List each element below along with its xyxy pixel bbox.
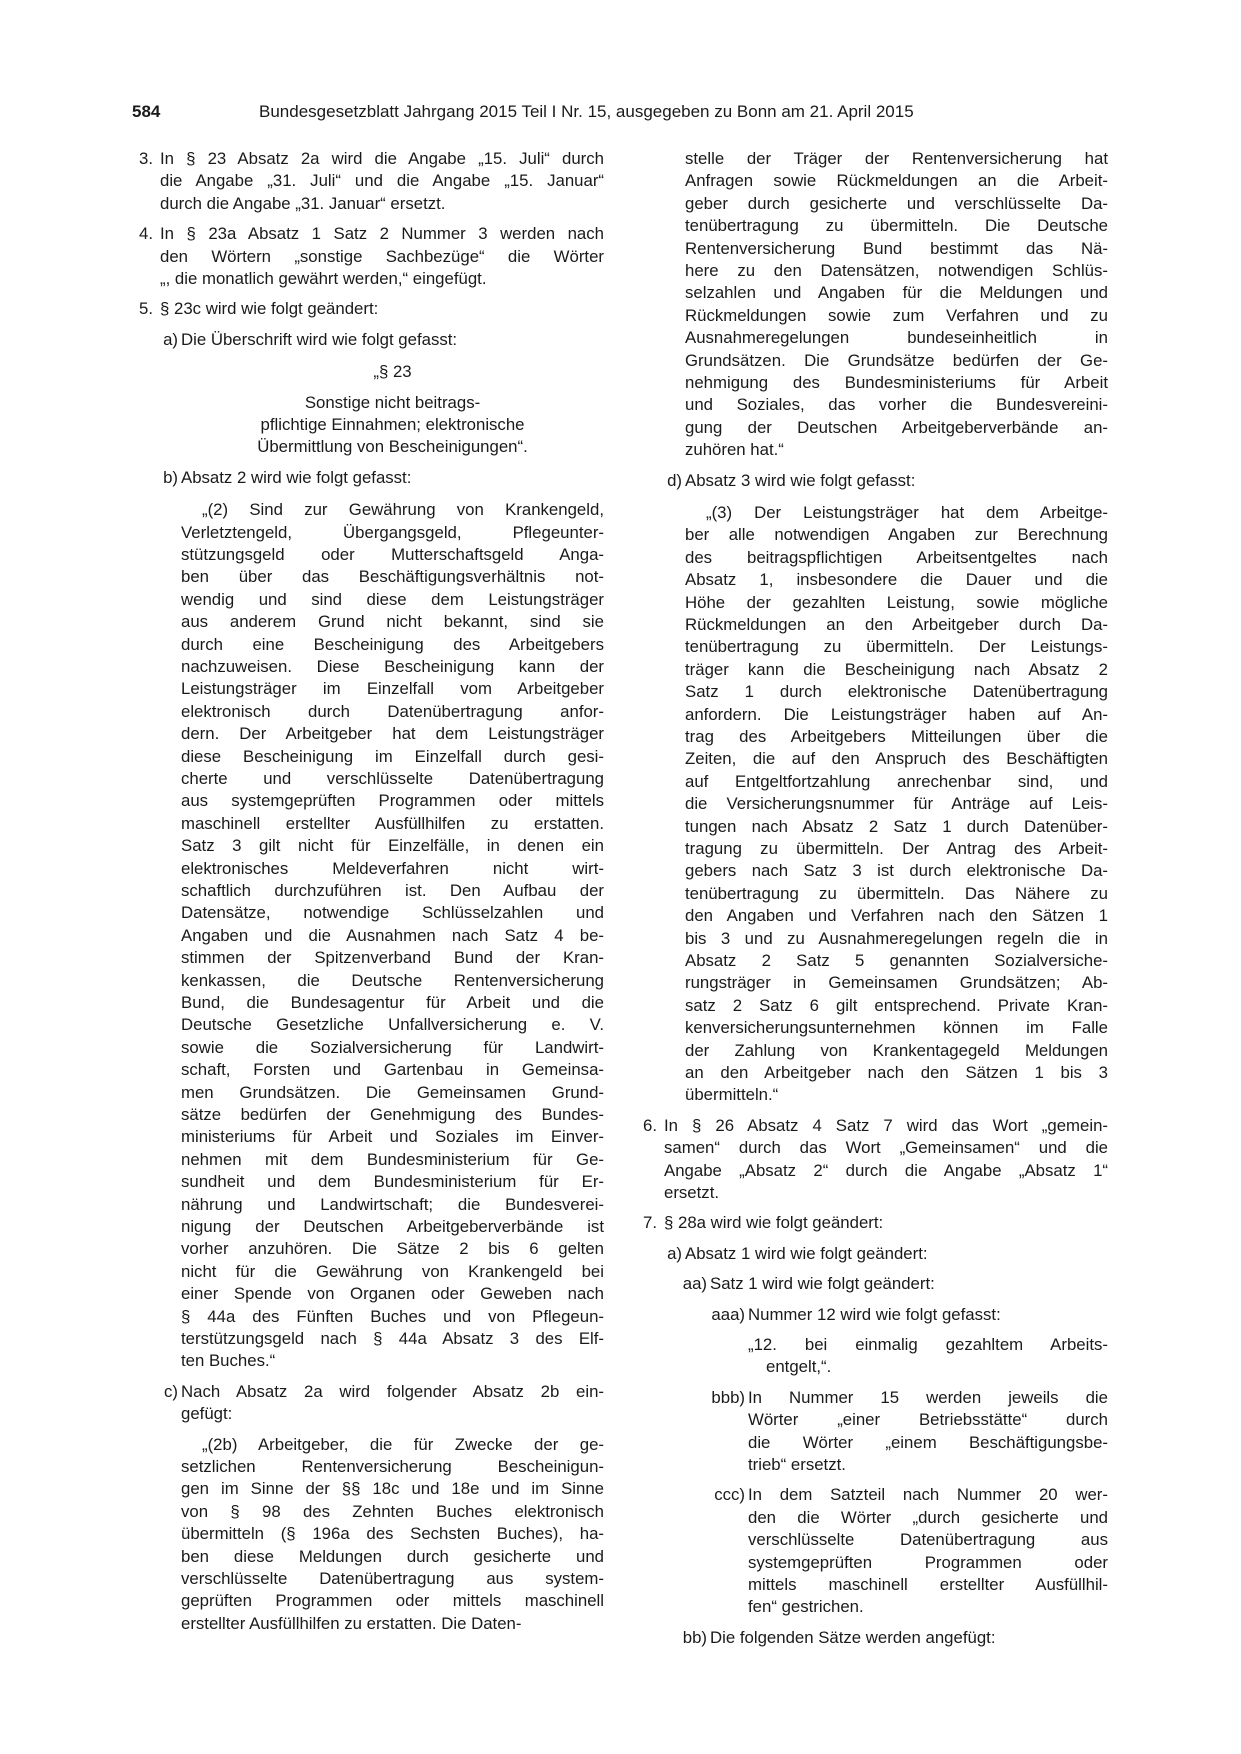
text-line: Anfragen sowie Rückmeldungen an die Arbeit- (685, 171, 1108, 191)
text-line: sundheit und dem Bundesministerium für Er- (181, 1172, 604, 1192)
text-line: auf Entgeltfortzahlung anrechenbar sind, und (685, 771, 1108, 791)
text-line: den Wörtern „sonstige Sachbezüge“ die Wörter (160, 246, 604, 266)
text-line: Ausnahmeregelungen bundeseinheitlich in (685, 328, 1108, 348)
text-line: cherte und verschlüsselte Datenübertragung (181, 769, 604, 788)
text-line: Satz 1 durch elektronische Datenübertragung (685, 682, 1108, 702)
text-line: Übermittlung von Bescheinigungen“. (257, 437, 528, 457)
text-line: bis 3 und zu Ausnahmeregelungen regeln die in (685, 928, 1108, 948)
text-line: verschlüsselte Datenübertragung aus system- (181, 1569, 604, 1588)
text-line: sowie die Sozialversicherung für Landwirt- (181, 1037, 604, 1057)
text-line: schaftlich durchzuführen ist. Den Aufbau der (181, 881, 604, 900)
item-label: a) (163, 329, 178, 349)
text-line: nachzuweisen. Diese Bescheinigung kann der (181, 657, 604, 676)
text-line: ten Buches.“ (181, 1351, 276, 1371)
text-line: In § 26 Absatz 4 Satz 7 wird das Wort „gemein- (664, 1115, 1108, 1135)
text-line: aus anderem Grund nicht bekannt, sind sie (181, 612, 604, 632)
item-label: d) (667, 470, 682, 490)
item-label: 3. (139, 149, 153, 168)
text-line: diese Bescheinigung im Einzelfall durch gesi- (181, 746, 604, 766)
text-line: entgelt,“. (766, 1357, 832, 1377)
text-line: die Wörter „einem Beschäftigungsbe- (748, 1432, 1108, 1452)
item-label: ccc) (714, 1485, 745, 1505)
text-line: terstützungsgeld nach § 44a Absatz 3 des Elf- (181, 1329, 604, 1348)
text-line: elektronisches Meldeverfahren nicht wirt- (181, 858, 604, 878)
text-line: systemgeprüften Programmen oder (748, 1552, 1108, 1572)
text-line: Satz 1 wird wie folgt geändert: (710, 1274, 935, 1294)
item-label: bbb) (711, 1387, 745, 1407)
text-line: nehmen mit dem Bundesministerium für Ge- (181, 1149, 604, 1169)
text-line: übermitteln.“ (685, 1085, 779, 1105)
text-line: vorher anzuhören. Die Sätze 2 bis 6 gelten (181, 1239, 604, 1259)
text-line: „(3) Der Leistungsträger hat dem Arbeitge- (706, 503, 1108, 522)
text-line: Zeiten, die auf den Anspruch des Beschäftigten (685, 749, 1108, 769)
text-line: den die Wörter „durch gesicherte und (748, 1507, 1108, 1527)
item-label: bb) (682, 1627, 707, 1647)
text-line: tragung zu übermitteln. Der Antrag des Arbeit- (685, 839, 1108, 858)
text-line: Datensätze, notwendige Schlüsselzahlen und (181, 903, 604, 923)
text-line: In § 23 Absatz 2a wird die Angabe „15. Juli“ durch (160, 149, 604, 168)
text-line: men Grundsätzen. Die Gemeinsamen Grund- (181, 1082, 604, 1102)
text-line: selzahlen und Angaben für die Meldungen und (685, 283, 1108, 303)
text-line: In dem Satzteil nach Nummer 20 wer- (748, 1485, 1108, 1505)
item-label: aa) (682, 1274, 707, 1294)
text-line: fen“ gestrichen. (748, 1597, 864, 1617)
text-line: geprüften Programmen oder mittels maschinell (181, 1591, 604, 1611)
text-line: gung der Deutschen Arbeitgeberverbände an- (685, 417, 1108, 437)
text-line: tenübertragung zu übermitteln. Die Deutsche (685, 216, 1108, 236)
text-line: kenkassen, die Deutsche Rentenversicherung (181, 970, 604, 990)
text-line: Höhe der gezahlten Leistung, sowie mögliche (685, 592, 1108, 612)
text-line: von § 98 des Zehnten Buches elektronisch (181, 1501, 604, 1521)
text-line: tungen nach Absatz 2 Satz 1 durch Datenüber- (685, 816, 1108, 836)
text-line: Satz 3 gilt nicht für Einzelfälle, in denen ein (181, 836, 604, 856)
item-label: aaa) (711, 1304, 745, 1324)
text-line: der Zahlung von Krankentagegeld Meldungen (685, 1040, 1108, 1060)
text-line: gen im Sinne der §§ 18c und 18e und im Sinne (181, 1479, 604, 1499)
text-line: In § 23a Absatz 1 Satz 2 Nummer 3 werden nach (160, 224, 604, 244)
text-line: Rentenversicherung Bund bestimmt das Nä- (685, 238, 1108, 258)
text-line: die Angabe „31. Juli“ und die Angabe „15. Januar“ (160, 171, 604, 191)
text-line: nigung der Deutschen Arbeitgeberverbände ist (181, 1217, 604, 1236)
item-label: 6. (643, 1115, 657, 1135)
text-line: § 44a des Fünften Buches und von Pflegeun- (181, 1306, 604, 1326)
text-line: und Soziales, das vorher die Bundesvereini- (685, 395, 1108, 415)
text-line: „, die monatlich gewährt werden,“ eingefügt. (160, 269, 487, 288)
text-line: Wörter „einer Betriebsstätte“ durch (748, 1410, 1108, 1430)
text-line: Absatz 1, insbesondere die Dauer und die (685, 570, 1108, 590)
item-label: c) (164, 1381, 178, 1401)
text-line: trag des Arbeitgebers Mitteilungen über die (685, 727, 1108, 746)
text-line: die Versicherungsnummer für Anträge auf Leis- (685, 794, 1108, 814)
text-line: nicht für die Gewährung von Krankengeld bei (181, 1261, 604, 1281)
item-label: a) (667, 1243, 682, 1263)
text-line: Absatz 3 wird wie folgt gefasst: (685, 470, 916, 490)
text-line: Rückmeldungen sowie zum Verfahren und zu (685, 305, 1108, 325)
text-line: „(2) Sind zur Gewährung von Krankengeld, (202, 500, 604, 520)
text-line: geber durch gesicherte und verschlüsselte Da- (685, 193, 1108, 213)
text-line: übermitteln (§ 196a des Sechsten Buches), ha- (181, 1524, 604, 1544)
text-line: gebers nach Satz 3 ist durch elektronische Da- (685, 861, 1108, 881)
text-line: aus systemgeprüften Programmen oder mittels (181, 791, 604, 811)
text-line: Bund, die Bundesagentur für Arbeit und die (181, 993, 604, 1012)
text-line: mittels maschinell erstellter Ausfüllhil- (748, 1575, 1108, 1594)
item-label: b) (163, 467, 178, 487)
text-line: § 23c wird wie folgt geändert: (160, 299, 379, 319)
text-line: stimmen der Spitzenverband Bund der Kran- (181, 948, 604, 968)
text-line: dern. Der Arbeitgeber hat dem Leistungsträger (181, 724, 604, 744)
text-line: § 28a wird wie folgt geändert: (664, 1213, 884, 1233)
text-line: In Nummer 15 werden jeweils die (748, 1387, 1108, 1407)
text-line: nährung und Landwirtschaft; die Bundesverei- (181, 1194, 604, 1214)
text-line: Angaben und die Ausnahmen nach Satz 4 be- (181, 925, 604, 945)
text-line: ersetzt. (664, 1183, 720, 1202)
text-line: träger kann die Bescheinigung nach Absatz 2 (685, 659, 1108, 679)
text-line: ber alle notwendigen Angaben zur Berechnung (685, 525, 1108, 545)
text-line: schaft, Forsten und Gartenbau in Gemeinsa- (181, 1060, 604, 1080)
text-line: ministeriums für Arbeit und Soziales im Einver- (181, 1127, 604, 1147)
text-line: samen“ durch das Wort „Gemeinsamen“ und die (664, 1138, 1108, 1158)
text-line: zuhören hat.“ (685, 440, 784, 460)
text-line: trieb“ ersetzt. (748, 1455, 846, 1474)
text-line: Absatz 1 wird wie folgt geändert: (685, 1243, 928, 1263)
text-line: tenübertragung zu übermitteln. Das Nähere zu (685, 883, 1108, 903)
text-line: setzlichen Rentenversicherung Bescheinigun- (181, 1457, 604, 1476)
text-line: stützungsgeld oder Mutterschaftsgeld Anga- (181, 545, 604, 564)
item-label: 4. (139, 224, 153, 244)
text-line: des beitragspflichtigen Arbeitsentgeltes nach (685, 547, 1108, 567)
item-label: 7. (643, 1213, 657, 1233)
text-line: nehmigung des Bundesministeriums für Arbeit (685, 373, 1108, 392)
text-line: an den Arbeitgeber nach den Sätzen 1 bis 3 (685, 1063, 1108, 1082)
text-line: Rückmeldungen an den Arbeitgeber durch Da- (685, 615, 1108, 634)
text-line: Sonstige nicht beitrags- (304, 392, 481, 412)
text-line: gefügt: (181, 1404, 233, 1424)
text-line: verschlüsselte Datenübertragung aus (748, 1530, 1108, 1550)
text-line: tenübertragung zu übermitteln. Der Leistungs- (685, 637, 1108, 657)
text-line: Grundsätzen. Die Grundsätze bedürfen der Ge- (685, 350, 1108, 370)
text-line: satz 2 Satz 6 gilt entsprechend. Private Kran- (685, 995, 1108, 1015)
text-line: Absatz 2 wird wie folgt gefasst: (181, 467, 412, 487)
text-line: rungsträger in Gemeinsamen Grundsätzen; Ab- (685, 973, 1108, 993)
text-line: wendig und sind diese dem Leistungsträger (181, 589, 604, 609)
text-line: Absatz 2 Satz 5 genannten Sozialversiche- (685, 951, 1108, 970)
text-line: Verletztengeld, Übergangsgeld, Pflegeunter- (181, 522, 604, 542)
text-line: Die Überschrift wird wie folgt gefasst: (181, 329, 458, 349)
text-line: here zu den Datensätzen, notwendigen Schlüs- (685, 261, 1108, 280)
text-line: „§ 23 (373, 362, 412, 382)
text-line: durch die Angabe „31. Januar“ ersetzt. (160, 193, 446, 213)
text-line: Angabe „Absatz 2“ durch die Angabe „Absatz 1“ (664, 1160, 1108, 1180)
text-line: Nach Absatz 2a wird folgender Absatz 2b ein- (181, 1381, 604, 1401)
text-line: maschinell erstellter Ausfüllhilfen zu erstatten. (181, 813, 604, 833)
text-line: erstellter Ausfüllhilfen zu erstatten. Die Daten- (181, 1613, 522, 1633)
text-line: ben diese Meldungen durch gesicherte und (181, 1546, 604, 1566)
text-line: „(2b) Arbeitgeber, die für Zwecke der ge- (202, 1434, 604, 1454)
text-line: anfordern. Die Leistungsträger haben auf An- (685, 704, 1108, 724)
text-line: „12. bei einmalig gezahltem Arbeits- (748, 1335, 1108, 1354)
text-line: einer Spende von Organen oder Geweben nach (181, 1284, 604, 1304)
text-line: kenversicherungsunternehmen können im Falle (685, 1018, 1108, 1038)
page-number: 584 (132, 102, 161, 121)
text-line: Leistungsträger im Einzelfall vom Arbeitgeber (181, 679, 604, 699)
text-line: pflichtige Einnahmen; elektronische (260, 415, 525, 434)
text-line: elektronisch durch Datenübertragung anfor- (181, 701, 604, 721)
text-line: durch eine Bescheinigung des Arbeitgebers (181, 634, 604, 654)
item-label: 5. (139, 299, 153, 319)
text-line: Die folgenden Sätze werden angefügt: (710, 1627, 996, 1647)
text-line: stelle der Träger der Rentenversicherung hat (685, 149, 1108, 168)
text-line: Deutsche Gesetzliche Unfallversicherung e. V. (181, 1015, 604, 1035)
text-line: den Angaben und Verfahren nach den Sätzen 1 (685, 906, 1108, 926)
text-line: Nummer 12 wird wie folgt gefasst: (748, 1304, 1001, 1324)
text-line: ben über das Beschäftigungsverhältnis not- (181, 567, 604, 587)
text-line: sätze bedürfen der Genehmigung des Bundes- (181, 1105, 604, 1124)
running-header: Bundesgesetzblatt Jahrgang 2015 Teil I Nr. 15, ausgegeben zu Bonn am 21. April 2015 (259, 102, 914, 121)
